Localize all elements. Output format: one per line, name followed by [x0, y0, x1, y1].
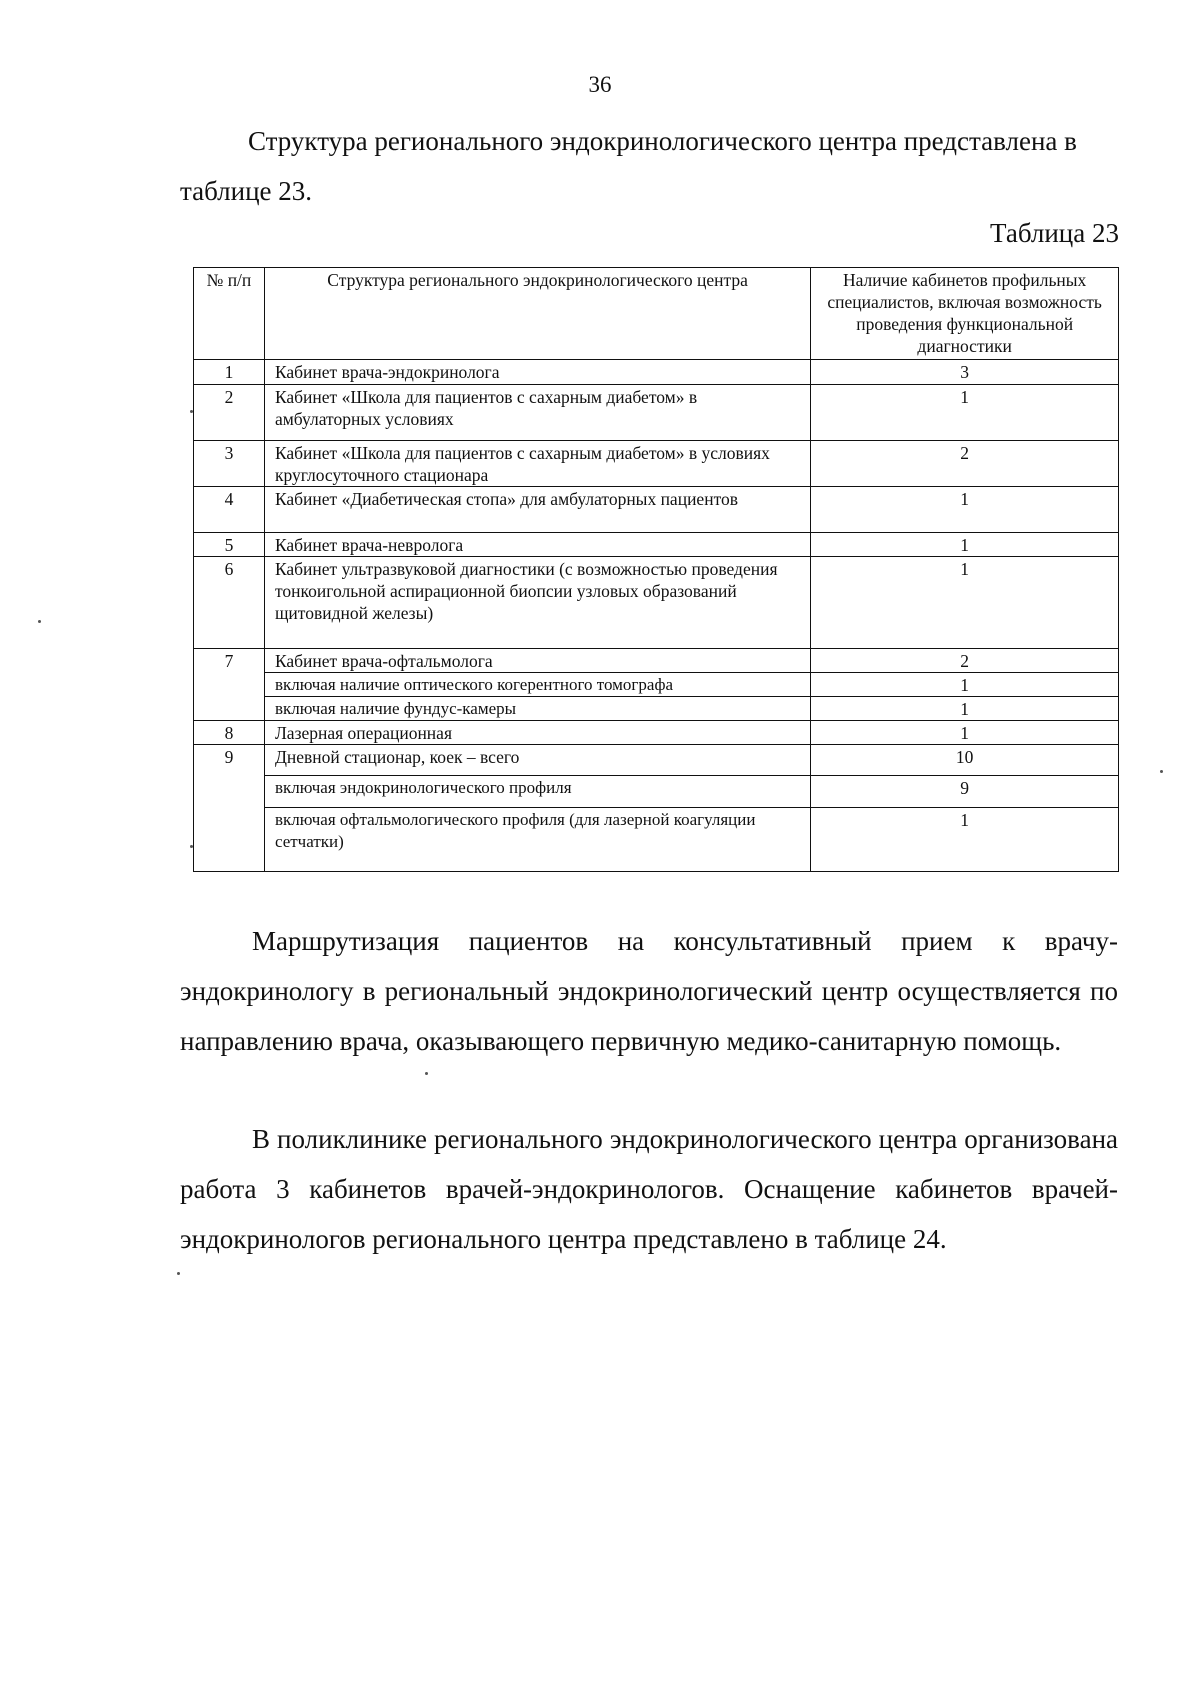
row-num: 9 [194, 745, 265, 872]
row-num: 4 [194, 487, 265, 533]
structure-table [193, 267, 1119, 872]
subrow-name: включая наличие оптического когерентного томографа [264, 673, 810, 697]
intro-paragraph: Структура регионального эндокринологического центра представлена в таблице 23. [180, 126, 1077, 206]
row-num: 1 [194, 360, 265, 385]
table-row [194, 745, 1119, 776]
table-row [194, 441, 1119, 487]
row-value: 1 [811, 557, 1119, 649]
row-name: Кабинет врача-офтальмолога [264, 649, 810, 673]
header-name: Структура регионального эндокринологического центра [264, 268, 810, 360]
table-subrow [194, 808, 1119, 872]
scan-speck [38, 620, 41, 623]
row-num: 5 [194, 533, 265, 557]
page-number: 36 [588, 72, 612, 97]
table-subrow [194, 776, 1119, 808]
row-value: 2 [811, 649, 1119, 673]
row-value: 1 [811, 385, 1119, 441]
row-num: 8 [194, 721, 265, 745]
row-name: Лазерная операционная [264, 721, 810, 745]
subrow-value: 1 [811, 673, 1119, 697]
scan-speck [1160, 770, 1163, 773]
table-row [194, 360, 1119, 385]
scan-speck [190, 410, 193, 413]
row-num: 3 [194, 441, 265, 487]
table-row [194, 557, 1119, 649]
table-header-row [194, 268, 1119, 360]
table-row [194, 533, 1119, 557]
row-value: 3 [811, 360, 1119, 385]
row-name: Дневной стационар, коек – всего [264, 745, 810, 776]
row-value: 1 [811, 487, 1119, 533]
table-caption: Таблица 23 [990, 218, 1119, 248]
subrow-name: включая наличие фундус-камеры [264, 697, 810, 721]
routing-paragraph: Маршрутизация пациентов на консультативный прием к врачу-эндокринологу в региональный эндокринологический центр осуществляется по направлению врача, оказывающего первичную медико-санитарную помощь. [180, 926, 1118, 1056]
subrow-value: 1 [811, 697, 1119, 721]
row-value: 1 [811, 721, 1119, 745]
scan-speck [425, 1072, 428, 1075]
polyclinic-paragraph: В поликлинике регионального эндокринологического центра организована работа 3 кабинетов врачей-эндокринологов. Оснащение кабинетов врачей-эндокринологов регионального центра представлено в таблице 24. [180, 1124, 1118, 1254]
subrow-value: 9 [811, 776, 1119, 808]
subrow-value: 1 [811, 808, 1119, 872]
scan-speck [177, 1272, 180, 1275]
table-subrow [194, 673, 1119, 697]
subrow-name: включая офтальмологического профиля (для лазерной коагуляции сетчатки) [264, 808, 810, 872]
scan-speck [190, 845, 193, 848]
row-name: Кабинет врача-невролога [264, 533, 810, 557]
row-name: Кабинет врача-эндокринолога [264, 360, 810, 385]
table-row [194, 385, 1119, 441]
row-name: Кабинет «Школа для пациентов с сахарным диабетом» в условиях круглосуточного стационара [264, 441, 810, 487]
table-row [194, 487, 1119, 533]
row-num: 2 [194, 385, 265, 441]
row-num: 6 [194, 557, 265, 649]
header-num: № п/п [194, 268, 265, 360]
table-row [194, 721, 1119, 745]
subrow-name: включая эндокринологического профиля [264, 776, 810, 808]
row-name: Кабинет «Школа для пациентов с сахарным диабетом» в амбулаторных условиях [264, 385, 810, 441]
row-value: 2 [811, 441, 1119, 487]
table-subrow [194, 697, 1119, 721]
row-value: 1 [811, 533, 1119, 557]
header-count: Наличие кабинетов профильных специалистов, включая возможность проведения функциональной диагностики [811, 268, 1119, 360]
row-name: Кабинет ультразвуковой диагностики (с возможностью проведения тонкоигольной аспирационной биопсии узловых образований щитовидной железы) [264, 557, 810, 649]
row-name: Кабинет «Диабетическая стопа» для амбулаторных пациентов [264, 487, 810, 533]
row-value: 10 [811, 745, 1119, 776]
table-row [194, 649, 1119, 673]
row-num: 7 [194, 649, 265, 721]
